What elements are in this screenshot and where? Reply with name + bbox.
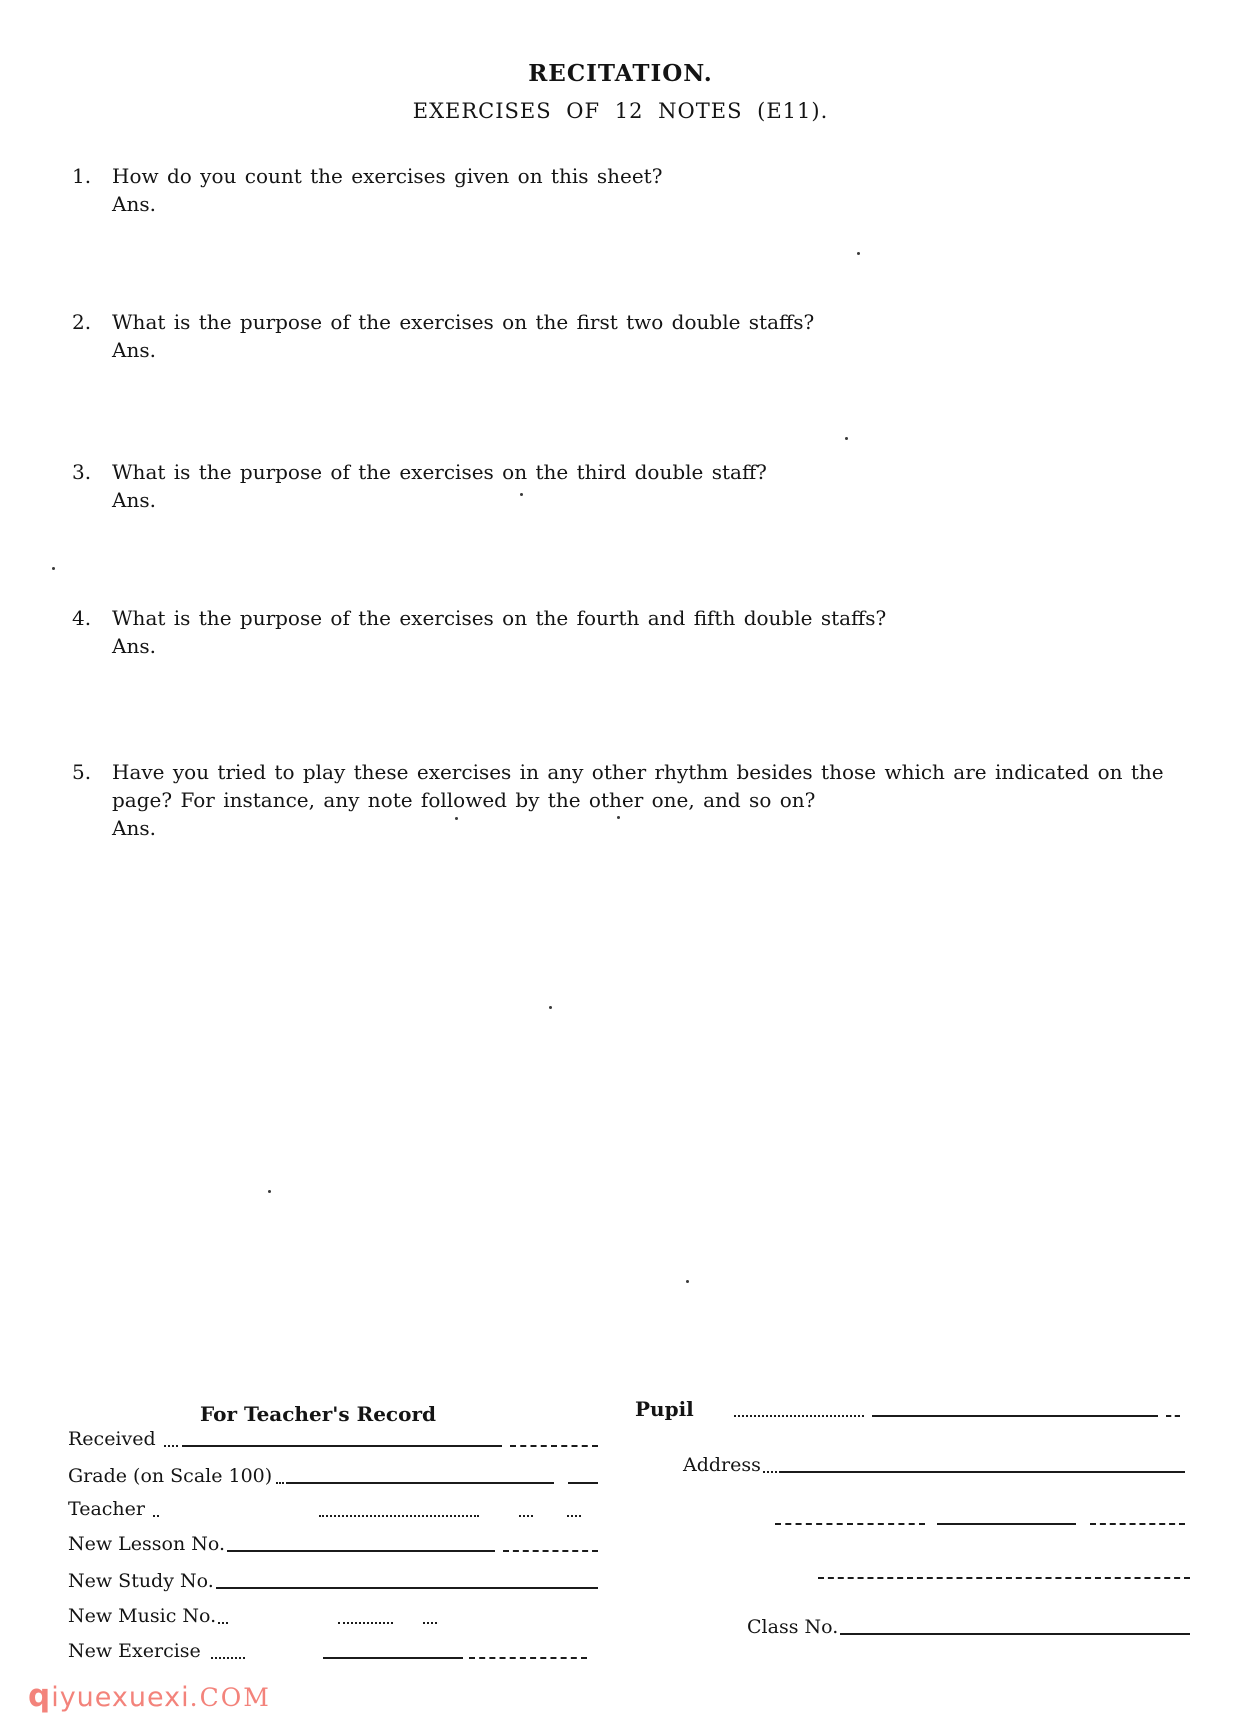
question-2-answer-label: Ans.: [112, 338, 156, 362]
fill-in-line: [276, 1482, 284, 1484]
question-1-text: How do you count the exercises given on this sheet?: [112, 164, 663, 188]
scan-speck: [845, 437, 848, 440]
question-5-number: 5.: [72, 760, 92, 784]
field-new-exercise-label: New Exercise: [68, 1640, 201, 1662]
field-class-no: [747, 1612, 1190, 1638]
fill-in-line: [211, 1657, 245, 1659]
question-5-answer-label: Ans.: [112, 816, 156, 840]
fill-in-line: [872, 1415, 1158, 1417]
field-pupil-label: Pupil: [635, 1397, 694, 1421]
fill-in-line: [503, 1550, 598, 1552]
fill-in-line: [840, 1633, 1190, 1635]
field-new-music-no-label: New Music No.: [68, 1605, 217, 1627]
scan-speck: [617, 816, 620, 819]
question-5-text: Have you tried to play these exercises in any other rhythm besides those which are indicated on the page? For instance, any note followed by the other one, and so on?: [112, 760, 1164, 812]
fill-in-line: [338, 1622, 393, 1624]
scan-speck: [52, 567, 55, 570]
field-grade: [68, 1461, 598, 1487]
field-pupil: [635, 1394, 1180, 1420]
question-4: [72, 604, 1183, 660]
fill-in-line: [227, 1550, 495, 1552]
question-1-number: 1.: [72, 164, 92, 188]
watermark-prefix: q: [28, 1678, 52, 1714]
fill-in-line: [423, 1622, 437, 1624]
question-4-answer-label: Ans.: [112, 634, 156, 658]
fill-in-line: [510, 1445, 598, 1447]
question-3-answer-label: Ans.: [112, 488, 156, 512]
question-5: [72, 758, 1183, 842]
question-3: [72, 458, 1183, 514]
field-new-music-no: [68, 1601, 598, 1627]
question-1: [72, 162, 1183, 218]
field-received: [68, 1424, 598, 1450]
field-new-lesson-no-label: New Lesson No.: [68, 1533, 226, 1555]
fill-in-line: [937, 1523, 1076, 1525]
fill-in-line: [319, 1515, 479, 1517]
fill-in-line: [182, 1445, 502, 1447]
field-new-lesson-no: [68, 1529, 598, 1555]
fill-in-line: [1166, 1415, 1180, 1417]
fill-in-line: [734, 1415, 864, 1417]
fill-in-line: [763, 1471, 777, 1473]
field-grade-label: Grade (on Scale 100): [68, 1465, 273, 1487]
field-received-label: Received: [68, 1428, 156, 1450]
scan-speck: [857, 252, 860, 255]
fill-in-line: [216, 1587, 598, 1589]
fill-in-line: [568, 1482, 598, 1484]
fill-in-line: [164, 1445, 178, 1447]
page-subtitle: EXERCISES OF 12 NOTES (E11).: [412, 99, 829, 123]
field-teacher: [68, 1494, 598, 1520]
scan-speck: [455, 817, 458, 820]
page-title: RECITATION.: [528, 60, 713, 87]
question-2-text: What is the purpose of the exercises on the first two double staffs?: [112, 310, 815, 334]
fill-in-line: [519, 1515, 533, 1517]
fill-in-line: [323, 1657, 463, 1659]
question-3-text: What is the purpose of the exercises on the third double staff?: [112, 460, 767, 484]
field-blank-line-2: [818, 1556, 1190, 1582]
fill-in-line: [818, 1577, 1190, 1579]
scan-speck: [686, 1280, 689, 1283]
field-address: [683, 1450, 1185, 1476]
field-blank-line-1: [775, 1502, 1185, 1528]
question-4-number: 4.: [72, 606, 92, 630]
fill-in-line: [1090, 1523, 1185, 1525]
question-1-answer-label: Ans.: [112, 192, 156, 216]
question-2: [72, 308, 1183, 364]
field-teacher-label: Teacher: [68, 1498, 145, 1520]
fill-in-line: [469, 1657, 587, 1659]
fill-in-line: [775, 1523, 925, 1525]
fill-in-line: [286, 1482, 554, 1484]
watermark-suffix: .COM: [189, 1683, 271, 1712]
scan-speck: [268, 1190, 271, 1193]
watermark: [28, 1678, 271, 1714]
question-4-text: What is the purpose of the exercises on the fourth and fifth double staffs?: [112, 606, 887, 630]
fill-in-line: [779, 1471, 1185, 1473]
watermark-middle: iyuexuexi: [51, 1682, 190, 1713]
scan-speck: [549, 1006, 552, 1009]
fill-in-line: [153, 1515, 159, 1517]
field-new-exercise: [68, 1636, 598, 1662]
teacher-record-heading: For Teacher's Record: [200, 1402, 436, 1426]
field-new-study-no: [68, 1566, 598, 1592]
field-new-study-no-label: New Study No.: [68, 1570, 214, 1592]
scan-speck: [520, 493, 523, 496]
field-address-label: Address: [683, 1454, 761, 1476]
question-3-number: 3.: [72, 460, 92, 484]
fill-in-line: [218, 1622, 228, 1624]
question-2-number: 2.: [72, 310, 92, 334]
fill-in-line: [567, 1515, 581, 1517]
field-class-no-label: Class No.: [747, 1616, 839, 1638]
